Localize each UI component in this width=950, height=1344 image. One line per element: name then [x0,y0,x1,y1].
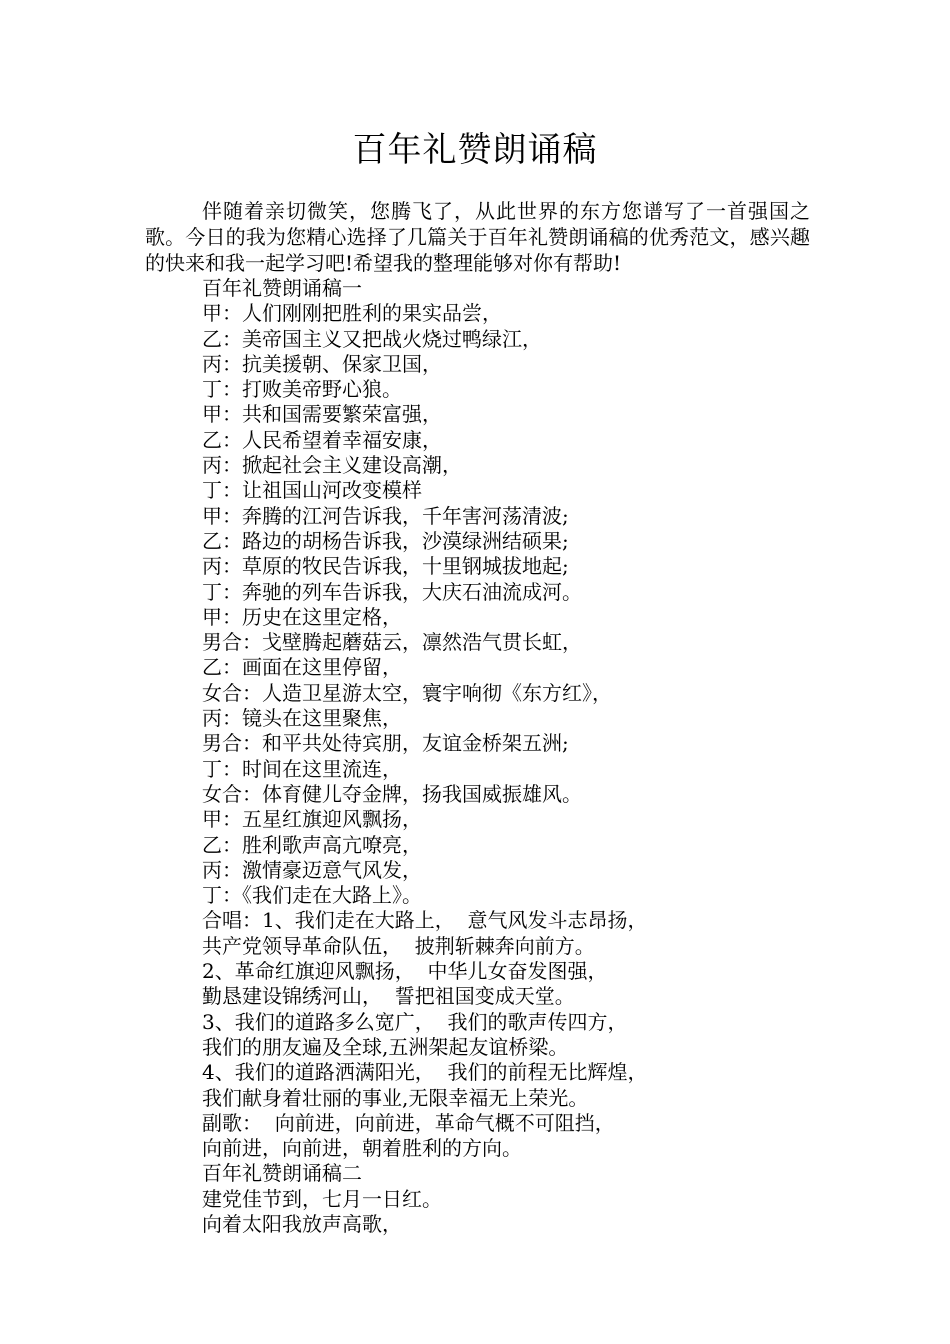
text-line: 男合：戈壁腾起蘑菇云，凛然浩气贯长虹， [202,630,582,655]
text-line: 百年礼赞朗诵稿二 [202,1161,362,1186]
text-line: 丙：掀起社会主义建设高潮， [202,453,462,478]
text-line: 向着太阳我放声高歌， [202,1211,402,1236]
text-line: 男合：和平共处待宾朋，友谊金桥架五洲; [202,731,569,756]
document-title: 百年礼赞朗诵稿 [352,130,598,170]
text-line: 副歌： 向前进，向前进，革命气概不可阻挡， [202,1110,615,1135]
text-line: 向前进，向前进，朝着胜利的方向。 [202,1136,522,1161]
text-line: 丁：奔驰的列车告诉我，大庆石油流成河。 [202,579,582,604]
text-line: 丙：镜头在这里聚焦， [202,706,402,731]
intro-paragraph: 伴随着亲切微笑，您腾飞了，从此世界的东方您谱写了一首强国之歌。今日的我为您精心选择了几篇关于百年礼赞朗诵稿的优秀范文，感兴趣的快来和我一起学习吧!希望我的整理能够对你有帮助! [145,199,810,275]
text-line: 4、我们的道路洒满阳光， 我们的前程无比辉煌， [202,1060,648,1085]
text-line: 丙：草原的牧民告诉我，十里钢城拔地起; [202,554,569,579]
text-line: 甲：五星红旗迎风飘扬， [202,807,422,832]
text-line: 丁：时间在这里流连， [202,756,402,781]
text-line: 共产党领导革命队伍， 披荆斩棘奔向前方。 [202,933,595,958]
text-line: 我们献身着壮丽的事业,无限幸福无上荣光。 [202,1085,589,1110]
text-line: 百年礼赞朗诵稿一 [202,276,362,300]
text-line: 甲：人们刚刚把胜利的果实品尝， [202,301,502,326]
text-line: 甲：奔腾的江河告诉我，千年害河荡清波; [202,503,569,528]
text-line: 合唱：1、我们走在大路上， 意气风发斗志昂扬， [202,908,648,933]
text-line: 丁：让祖国山河改变模样 [202,478,422,503]
text-line: 丙：抗美援朝、保家卫国， [202,351,442,376]
text-line: 女合：人造卫星游太空，寰宇响彻《东方红》， [202,680,612,705]
text-line: 乙：画面在这里停留， [202,655,402,680]
text-line: 2、革命红旗迎风飘扬， 中华儿女奋发图强， [202,959,608,984]
text-line: 乙：胜利歌声高亢嘹亮， [202,832,422,857]
text-line: 3、我们的道路多么宽广， 我们的歌声传四方， [202,1009,628,1034]
text-line: 乙：美帝国主义又把战火烧过鸭绿江， [202,326,542,351]
text-line: 勤恳建设锦绣河山， 誓把祖国变成天堂。 [202,984,575,1009]
text-line: 丁：打败美帝野心狼。 [202,377,402,402]
text-line: 建党佳节到，七月一日红。 [202,1186,442,1211]
text-line: 丁：《我们走在大路上》。 [202,883,422,908]
text-line: 乙：路边的胡杨告诉我，沙漠绿洲结硕果; [202,528,569,553]
text-line: 女合：体育健儿夺金牌，扬我国威振雄风。 [202,781,582,806]
recitation-lines [202,276,822,1237]
text-line: 我们的朋友遍及全球,五洲架起友谊桥梁。 [202,1034,569,1059]
text-line: 甲：共和国需要繁荣富强， [202,402,442,427]
text-line: 甲：历史在这里定格， [202,604,402,629]
text-line: 丙：激情豪迈意气风发， [202,857,422,882]
text-line: 乙：人民希望着幸福安康， [202,427,442,452]
